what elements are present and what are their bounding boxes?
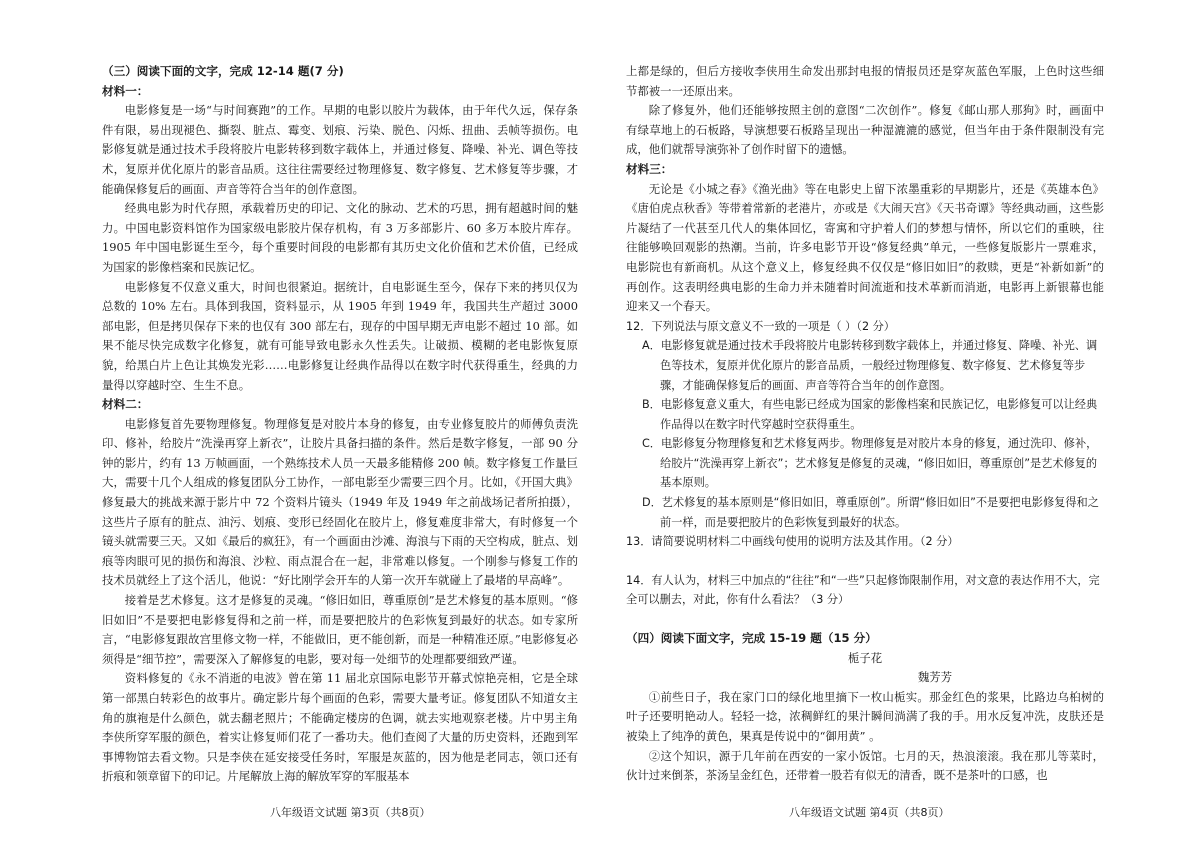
section-3-heading: （三）阅读下面的文字，完成 12-14 题(7 分): [102, 64, 344, 78]
question-12-option-d: D．艺术修复的基本原则是“修旧如旧，尊重原创”。所谓“修旧如旧”不是要把电影修复得和之前一样，而是要把胶片的色彩恢复到最好的状态。: [642, 496, 1099, 529]
question-14: 14．有人认为，材料三中加点的“往往”和“一些”只起修饰限制作用，对文意的表达作用不大，完全可以删去，对此，你有什么看法？（3 分）: [626, 573, 1100, 607]
material-1-heading: 材料一：: [102, 83, 149, 98]
page-footer-left: 八年级语文试题 第3页（共8页）: [270, 806, 431, 819]
answer-space: [626, 610, 1104, 629]
material-2-paragraph-3: 资料修复的《永不消逝的电波》曾在第 11 届北京国际电影节开幕式惊艳亮相，它是全球第一部黑白转彩色的故事片。确定影片每个画面的色彩，需要大量考证。修复团队不知道女主角的旗袍是什么颜色，就去翻老照片；不能确定楼房的色调，就去实地观察老楼。片中男主角李侠所穿军服的颜色，着实让修复师们花了一番功夫。他们查阅了大量的历史资料，还跑到军事博物馆去看文物。只是李侠在延安接受任务时，军服是灰蓝的，因为他是老同志，领口还有折痕和领章留下的印记。片尾解放上海的解放军穿的军服基本: [102, 671, 578, 784]
story-paragraph-2: ②这个知识，源于几年前在西安的一家小饭馆。七月的天，热浪滚滚。我在那儿等菜时，伙计过来倒茶，茶汤呈金红色，还带着一股若有似无的清香，既不是茶叶的口感，也: [626, 748, 1104, 783]
right-page-column: [626, 62, 1104, 786]
story-author: 魏芳芳: [917, 670, 953, 685]
material-2-paragraph-4: 除了修复外，他们还能够按照主创的意图“二次创作”。修复《邮山那人那狗》时，画面中有绿草地上的石板路，导演想要石板路呈现出一种湿漉漉的感觉，但当年由于条件限制没有完成，他们就帮导演弥补了创作时留下的遗憾。: [626, 103, 1104, 157]
section-4-heading: （四）阅读下面文字，完成 15-19 题（15 分）: [626, 631, 877, 646]
answer-space: [626, 552, 1104, 571]
material-1-paragraph-3: 电影修复不仅意义重大，时间也很紧迫。据统计，自电影诞生至今，保存下来的拷贝仅为总数的 10% 左右。具体到我国，资料显示，从 1905 年到 1949 年，我国共生产超过 3000 部电影，但是拷贝保存下来的也仅有 300 部左右，现存的中国早期无声电影不超过 10 部。如果不能尽快完成数字化修复，就有可能导致电影永久性丢失。让破损、模糊的老电影恢复原貌，给黑白片上色让其焕发光彩……电影修复让经典作品得以在数字时代获得重生，经典的力量得以穿越时空、生生不息。: [102, 279, 578, 392]
story-title: 栀子花: [847, 650, 883, 665]
page-footer-right: 八年级语文试题 第4页（共8页）: [789, 806, 950, 819]
story-paragraph-1: ①前些日子，我在家门口的绿化地里摘下一枚山栀实。那金红色的浆果，比路边乌桕树的叶子还要明艳动人。轻轻一捻，浓稠鲜红的果汁瞬间淌满了我的手。用水反复冲洗，皮肤还是被染上了纯净的黄色，果真是传说中的“御用黄” 。: [626, 689, 1104, 743]
material-2-paragraph-1: 电影修复首先要物理修复。物理修复是对胶片本身的修复，由专业修复胶片的师傅负责洗印、修补，给胶片“洗澡再穿上新衣”，让胶片具备扫描的条件。然后是数字修复，一部 90 分钟的影片，约有 13 万帧画面，一个熟练技术人员一天最多能精修 200 帧。数字修复工作量巨大，需要十几个人组成的修复团队分工协作，一部电影至少需要三四个月。比如，《开国大典》修复最大的挑战来源于影片中 72 个资料片镜头（1949 年及 1949 年之前战场记者所拍摄），这些片子原有的脏点、油污、划痕、变形已经固化在胶片上，修复难度非常大，有时修复一个镜头就需要三天。又如《最后的疯狂》，有一个画面由沙滩、海浪与下雨的天空构成，脏点、划痕等肉眼可见的损伤和海浪、沙粒、雨点混合在一起，非常难以修复。一个刚参与修复工作的技术员就经上了这个活儿，他说：“好比刚学会开车的人第一次开车就碰上了最堵的早高峰”。: [102, 416, 578, 588]
material-2-continued: 上都是绿的，但后方接收李侠用生命发出那封电报的情报员还是穿灰蓝色军服，上色时这些细节都被一一还原出来。: [626, 64, 1104, 98]
material-3-heading: 材料三：: [626, 161, 673, 176]
material-3-paragraph-1: 无论是《小城之春》《渔光曲》等在电影史上留下浓墨重彩的早期影片，还是《英雄本色》《唐伯虎点秋香》等带着常新的老港片，亦或是《大闹天宫》《天书奇谭》等经典动画，这些影片凝结了一代甚至几代人的集体回忆，寄寓和守护着人们的梦想与情怀，所以它们的重映，往往能够唤回观影的热潮。当前，许多电影节开设“修复经典”单元，一些修复版影片一票难求，电影院也有新商机。从这个意义上，修复经典不仅仅是“修旧如旧”的救赎，更是“补新如新”的再创作。这表明经典电影的生命力并未随着时间流逝和技术革新而消逝，电影再上新银幕也能迎来又一个春天。: [626, 181, 1104, 314]
material-2-paragraph-2: 接着是艺术修复。这才是修复的灵魂。“修旧如旧，尊重原创”是艺术修复的基本原则。“修旧如旧”不是要把电影修复得和之前一样，而是要把胶片的色彩恢复到最好的状态。如专家所言，“电影修复跟故宫里修文物一样，不能做旧，更不能创新，而是一种精准还原。”电影修复必须得是“细节控”，需要深入了解修复的电影，要对每一处细节的处理都要细致严谨。: [102, 593, 578, 666]
question-12-option-c: C．电影修复分物理修复和艺术修复两步。物理修复是对胶片本身的修复，通过洗印、修补，给胶片“洗澡再穿上新衣”；艺术修复是修复的灵魂，“修旧如旧，尊重原创”是艺术修复的基本原则。: [642, 437, 1098, 490]
question-12: 12．下列说法与原文意义不一致的一项是（ ）（2 分）: [626, 319, 895, 333]
material-2-heading: 材料二：: [102, 397, 149, 412]
material-1-paragraph-1: 电影修复是一场“与时间赛跑”的工作。早期的电影以胶片为载体，由于年代久远，保存条件有限，易出现褪色、撕裂、脏点、霉变、划痕、污染、脱色、闪烁、扭曲、丢帧等损伤。电影修复就是通过技术手段将胶片电影转移到数字载体上，并通过修复、降噪、补光、调色等技术，复原并优化原片的影音品质。这往往需要经过物理修复、数字修复、艺术修复等步骤，才能确保修复后的画面、声音等符合当年的创作意图。: [102, 103, 578, 196]
question-12-option-a: A．电影修复就是通过技术手段将胶片电影转移到数字载体上，并通过修复、降噪、补光、调色等技术，复原并优化原片的影音品质，一般经过物理修复、数字修复、艺术修复等步骤，才能确保修复后的画面、声音等符合当年的创作意图。: [642, 339, 1098, 392]
question-12-option-b: B．电影修复意义重大，有些电影已经成为国家的影像档案和民族记忆，电影修复可以让经典作品得以在数字时代穿越时空获得重生。: [642, 398, 1098, 431]
question-13: 13．请简要说明材料二中画线句使用的说明方法及其作用。（2 分）: [626, 535, 959, 549]
material-1-paragraph-2: 经典电影为时代存照，承载着历史的印记、文化的脉动、艺术的巧思，拥有超越时间的魅力。中国电影资料馆作为国家级电影胶片保存机构，有 3 万多部影片、60 多万本胶片库存。1905 年中国电影诞生至今，每个重要时间段的电影都有其历史文化价值和艺术价值，已经成为国家的影像档案和民族记忆。: [102, 201, 578, 274]
left-page-column: [102, 62, 578, 787]
